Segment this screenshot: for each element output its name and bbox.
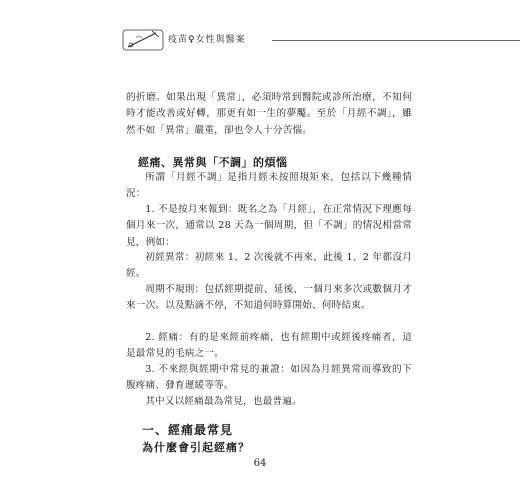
header-title: 疫苗♀女性與醫案 [168,35,246,45]
running-header [122,26,402,56]
chapter-heading: 一、經痛最常見 [142,423,234,437]
paragraph-irregular-cycle: 周期不規則：包括經期提前、延後，一個月來多次或數個月才來一次。以及點滴不停，不知道何時算開始、何時結束。 [126,284,412,312]
needle-emblem-icon [122,26,168,54]
sub-heading: 為什麼會引起經痛？ [142,441,250,454]
paragraph-conclusion: 其中又以經痛最為常見，也最普遍。 [145,396,302,407]
paragraph-item-1: 1. 不是按月來報到：既名之為「月經」，在正常情況下理應每個月來一次，通常以 28 天為一個周期，但「不調」的情況相當常見，例如： [126,204,412,248]
paragraph-intro: 的折磨。如果出現「異常」，必須時常到醫院或診所治療，不知何時才能改善或好轉，那更有如一生的夢魘。至於「月經不調」，雖然不如「異常」嚴重，卻也令人十分苦惱。 [126,92,412,136]
page-number: 64 [253,458,267,469]
paragraph-definition: 所謂「月經不調」是指月經未按照規矩來，包括以下幾種情況： [126,172,412,200]
paragraph-item-3: 3. 不來經與經期中常見的兼證：如因為月經異常而導致的下腹疼痛、發育遲緩等等。 [126,364,412,392]
header-rule [272,40,520,41]
paragraph-item-2: 2. 經痛：有的是來經前疼痛，也有經期中或經後疼痛者，這是最常見的毛病之一。 [126,332,412,360]
section-heading: 經痛、異常與「不調」的煩惱 [138,156,288,169]
paragraph-initial-abnormal: 初經異常：初經來 1、2 次後就不再來，此後 1、2 年都沒月經。 [126,252,412,280]
